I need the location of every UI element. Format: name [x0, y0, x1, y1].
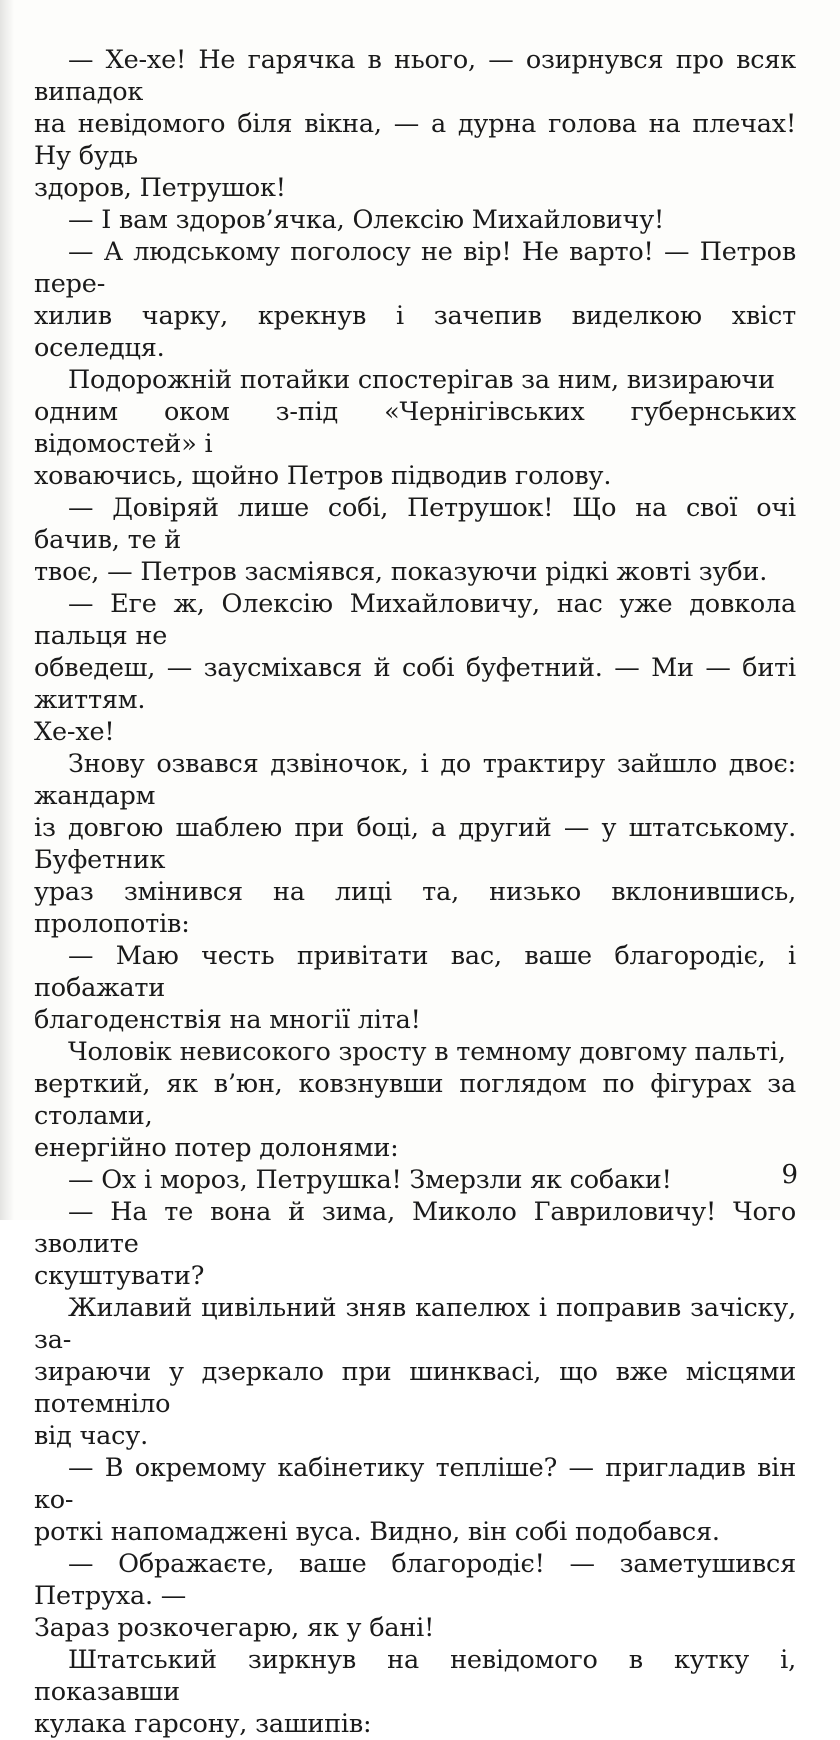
paragraph: — Ох і мороз, Петрушка! Змерзли як собаки! [68, 1165, 672, 1195]
page-number: 9 [781, 1160, 798, 1190]
paragraph: — На те вона й зима, Миколо Гавриловичу! Чого зволите скуштувати? [34, 1197, 796, 1291]
paragraph: — Еге ж, Олексію Михайловичу, нас уже довкола пальця не обведеш, — заусміхався й собі буфетний. — Ми — биті життям. Хе-хе! [34, 589, 796, 747]
body-text [34, 44, 796, 1740]
paragraph: — Ображаєте, ваше благородіє! — заметушився Петруха. — Зараз розкочегарю, як у бані! [34, 1549, 796, 1643]
paragraph: Жилавий цивільний зняв капелюх і поправив зачіску, за- зираючи у дзеркало при шинквасі, що вже місцями потемніло від часу. [34, 1293, 796, 1451]
paragraph: — Хе-хе! Не гарячка в нього, — озирнувся про всяк випадок на невідомого біля вікна, — а дурна голова на плечах! Ну будь здоров, Петрушок! [34, 45, 796, 203]
paragraph: — Маю честь привітати вас, ваше благородіє, і побажати благоденствія на многії літа! [34, 941, 796, 1035]
paragraph: Чоловік невисокого зросту в темному довгому пальті, верткий, як в’юн, ковзнувши поглядом по фігурах за столами, енергійно потер долонями: [34, 1037, 796, 1163]
paragraph: Знову озвався дзвіночок, і до трактиру зайшло двоє: жандарм із довгою шаблею при боці, а другий — у штатському. Буфетник ураз змінився на лиці та, низько вклонившись, пролопотів: [34, 749, 796, 939]
paragraph: Подорожній потайки спостерігав за ним, визираючи одним оком з-під «Чернігівських губернських відомостей» і ховаючись, щойно Петров підводив голову. [34, 365, 796, 491]
paragraph: Штатський зиркнув на невідомого в кутку і, показавши кулака гарсону, зашипів: [34, 1645, 796, 1739]
paragraph: — Довіряй лише собі, Петрушок! Що на свої очі бачив, те й твоє, — Петров засміявся, показуючи рідкі жовті зуби. [34, 493, 796, 587]
page-edge-shadow [0, 0, 14, 1220]
paragraph: — І вам здоров’ячка, Олексію Михайловичу! [68, 205, 665, 235]
paragraph: — А людському поголосу не вір! Не варто! — Петров пере- хилив чарку, крекнув і зачепив виделкою хвіст оселедця. [34, 237, 796, 363]
paragraph: — В окремому кабінетику тепліше? — пригладив він ко- роткі напомаджені вуса. Видно, він собі подобався. [34, 1453, 796, 1547]
